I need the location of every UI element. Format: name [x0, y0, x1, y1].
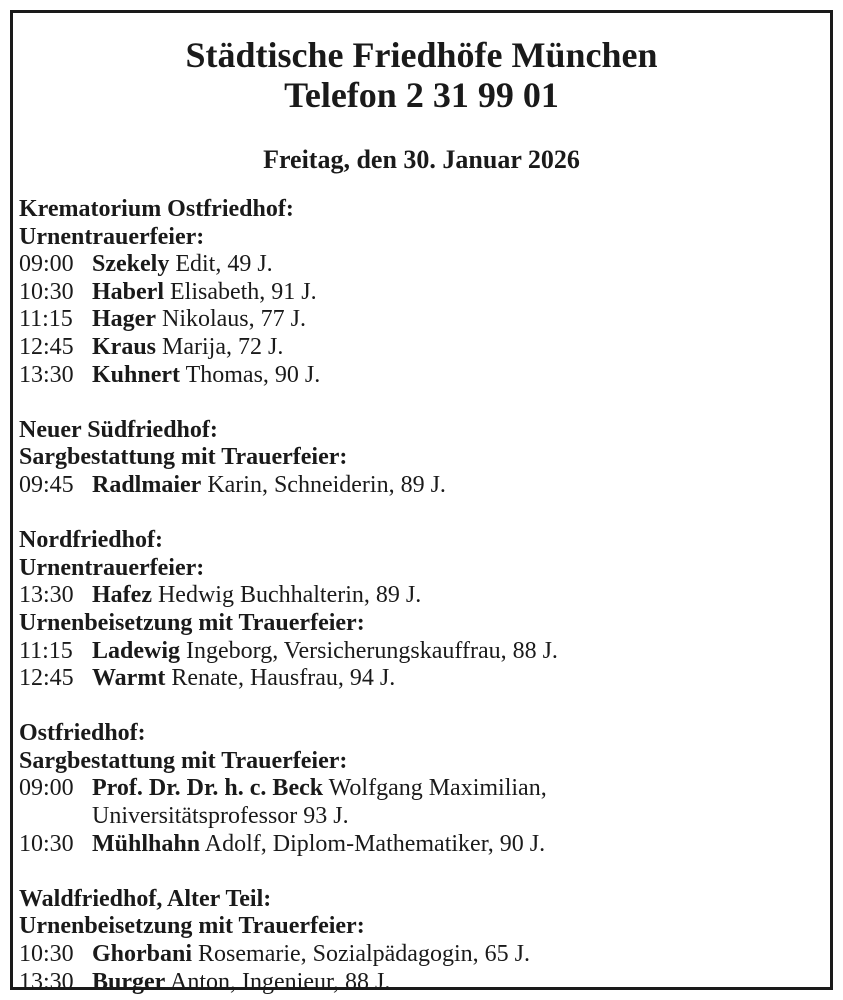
entry-person [92, 306, 306, 334]
entry-person [92, 638, 558, 666]
phone-number: Telefon 2 31 99 01 [284, 75, 559, 115]
entry-time: 09:00 [19, 251, 74, 278]
schedule-entry [19, 306, 824, 334]
entry-surname: Ladewig [92, 637, 181, 664]
entry-surname: Kraus [92, 333, 157, 360]
ceremony-type: Urnentrauerfeier: [19, 554, 205, 581]
entry-surname: Prof. Dr. Dr. h. c. Beck [92, 775, 324, 802]
entry-surname: Haberl [92, 278, 164, 305]
schedule-entry [19, 279, 824, 307]
schedule-entry [19, 251, 824, 279]
entry-time: 13:30 [19, 582, 74, 609]
entry-surname: Hager [92, 306, 156, 333]
entry-time: 11:15 [19, 637, 73, 664]
cemetery-name: Krematorium Ostfriedhof: [19, 196, 294, 222]
ceremony-type: Urnentrauerfeier: [19, 223, 205, 250]
ceremony-type: Urnenbeisetzung mit Trauerfeier: [19, 913, 365, 940]
entry-person [92, 775, 547, 830]
schedule-entry [19, 362, 824, 390]
entry-details: Renate, Hausfrau, 94 J. [171, 665, 396, 692]
cemetery-section [19, 886, 824, 996]
ceremony-type: Sargbestattung mit Trauerfeier: [19, 444, 348, 471]
entry-surname: Kuhnert [92, 361, 181, 388]
funeral-schedule [19, 196, 824, 996]
schedule-entry [19, 831, 824, 859]
notice-frame [10, 10, 833, 995]
entry-person [92, 969, 390, 997]
entry-details: Karin, Schneiderin, 89 J. [207, 471, 446, 498]
entry-person [92, 251, 273, 279]
entry-time: 12:45 [19, 333, 74, 360]
entry-surname: Warmt [92, 665, 166, 692]
entry-time: 09:45 [19, 471, 74, 498]
entry-details: Rosemarie, Sozialpädagogin, 65 J. [198, 941, 530, 968]
entry-details-continuation: Universitätsprofessor 93 J. [92, 803, 349, 830]
entry-person [92, 665, 395, 693]
entry-person [92, 334, 283, 362]
cemetery-name: Nordfriedhof: [19, 527, 163, 554]
entry-details: Adolf, Diplom-Mathematiker, 90 J. [204, 830, 546, 857]
notice-header [13, 35, 830, 115]
entry-details: Marija, 72 J. [162, 333, 284, 360]
entry-details: Anton, Ingenieur, 88 J. [170, 968, 391, 995]
cemetery-section [19, 196, 824, 389]
ceremony-type: Urnenbeisetzung mit Trauerfeier: [19, 609, 365, 636]
entry-surname: Hafez [92, 582, 152, 609]
entry-time: 10:30 [19, 941, 74, 968]
cemetery-section [19, 720, 824, 858]
notice-date: Freitag, den 30. Januar 2026 [263, 145, 580, 174]
cemetery-section [19, 417, 824, 500]
entry-details: Edit, 49 J. [175, 251, 273, 278]
entry-details: Nikolaus, 77 J. [161, 306, 306, 333]
entry-time: 10:30 [19, 278, 74, 305]
entry-surname: Szekely [92, 251, 170, 278]
entry-details: Elisabeth, 91 J. [170, 278, 317, 305]
schedule-entry [19, 969, 824, 997]
entry-surname: Radlmaier [92, 471, 202, 498]
entry-person [92, 362, 320, 390]
entry-time: 10:30 [19, 830, 74, 857]
cemetery-section [19, 527, 824, 693]
cemetery-name: Neuer Südfriedhof: [19, 416, 218, 443]
ceremony-type: Sargbestattung mit Trauerfeier: [19, 747, 348, 774]
schedule-entry [19, 638, 824, 666]
entry-details: Thomas, 90 J. [185, 361, 321, 388]
entry-time: 12:45 [19, 665, 74, 692]
entry-person [92, 831, 545, 859]
schedule-entry [19, 582, 824, 610]
entry-time: 13:30 [19, 361, 74, 388]
cemetery-name: Ostfriedhof: [19, 720, 146, 747]
entry-surname: Ghorbani [92, 941, 193, 968]
entry-surname: Burger [92, 968, 166, 995]
entry-time: 09:00 [19, 775, 74, 802]
schedule-entry [19, 665, 824, 693]
schedule-entry [19, 941, 824, 969]
schedule-entry [19, 775, 824, 830]
entry-person [92, 279, 317, 307]
entry-time: 11:15 [19, 306, 73, 333]
entry-details: Hedwig Buchhalterin, 89 J. [157, 582, 422, 609]
entry-person [92, 941, 530, 969]
schedule-entry [19, 472, 824, 500]
entry-details: Ingeborg, Versicherungskauffrau, 88 J. [186, 637, 558, 664]
entry-surname: Mühlhahn [92, 830, 201, 857]
entry-time: 13:30 [19, 968, 74, 995]
cemetery-name: Waldfriedhof, Alter Teil: [19, 885, 272, 912]
entry-person [92, 472, 446, 500]
page-title: Städtische Friedhöfe München [185, 35, 658, 75]
entry-person [92, 582, 421, 610]
entry-details: Wolfgang Maximilian, [328, 775, 547, 802]
schedule-entry [19, 334, 824, 362]
